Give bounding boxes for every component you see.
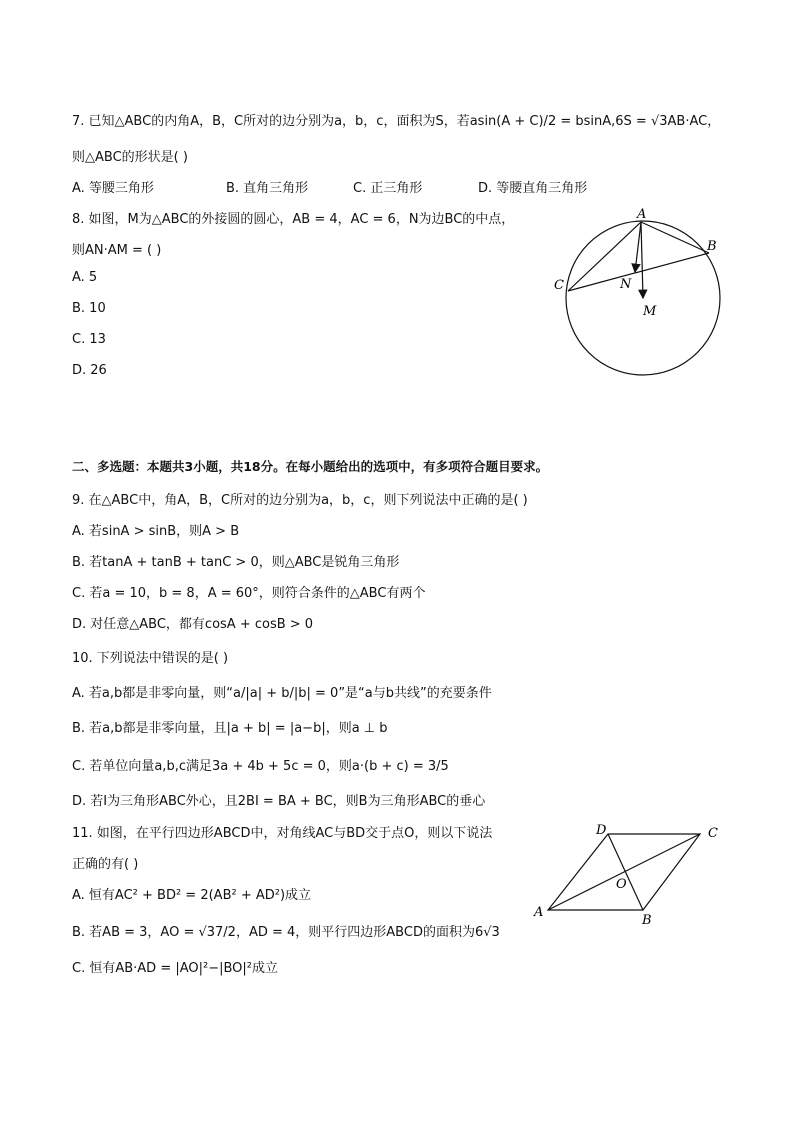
label-o: O: [616, 877, 627, 892]
q9-stem: 9. 在△ABC中，角A，B，C所对的边分别为a，b，c，则下列说法中正确的是( ): [72, 493, 528, 508]
q8-option-c: C. 13: [72, 332, 106, 347]
q8-stem-cont: 则AN·AM = ( ): [72, 243, 162, 258]
q7-option-b: B. 直角三角形: [226, 181, 309, 196]
segment-bc: [568, 253, 709, 291]
q10-option-c: C. 若单位向量a,b,c满足3a + 4b + 5c = 0，则a·(b + c) = 3/5: [72, 759, 449, 774]
q8-circle-figure: [545, 200, 735, 385]
q10-stem: 10. 下列说法中错误的是( ): [72, 651, 229, 666]
q7-stem: 7. 已知△ABC的内角A，B，C所对的边分别为a，b，c，面积为S，若asin(A + C)/2 = bsinA,6S = √3AB·AC，: [72, 114, 721, 129]
q11-option-b: B. 若AB = 3，AO = √37/2，AD = 4，则平行四边形ABCD的面积为6√3: [72, 925, 500, 940]
q8-option-b: B. 10: [72, 301, 106, 316]
label-c: C: [554, 278, 564, 293]
q11-stem: 11. 如图，在平行四边形ABCD中，对角线AC与BD交于点O，则以下说法: [72, 826, 493, 841]
vector-an: [635, 222, 641, 272]
q9-option-a: A. 若sinA > sinB，则A > B: [72, 524, 240, 539]
q8-stem: 8. 如图，M为△ABC的外接圆的圆心，AB = 4，AC = 6，N为边BC的中点，: [72, 212, 515, 227]
label-b: B: [642, 913, 652, 928]
q8-option-d: D. 26: [72, 363, 107, 378]
diagonal-bd: [608, 834, 643, 910]
q11-option-c: C. 恒有AB·AD = |AO|²−|BO|²成立: [72, 961, 279, 976]
label-d: D: [596, 823, 607, 838]
q9-option-b: B. 若tanA + tanB + tanC > 0，则△ABC是锐角三角形: [72, 555, 400, 570]
vector-am: [641, 222, 643, 298]
q11-parallelogram-figure: [528, 818, 728, 930]
q11-option-a: A. 恒有AC² + BD² = 2(AB² + AD²)成立: [72, 888, 312, 903]
q10-option-a: A. 若a,b都是非零向量，则“a/|a| + b/|b| = 0”是“a与b共线”的充要条件: [72, 686, 492, 701]
label-m: M: [643, 304, 657, 319]
label-n: N: [620, 277, 632, 292]
q7-stem-cont: 则△ABC的形状是( ): [72, 150, 188, 165]
q8-option-a: A. 5: [72, 270, 98, 285]
label-c: C: [708, 826, 718, 841]
q7-option-a: A. 等腰三角形: [72, 181, 154, 196]
q9-option-c: C. 若a = 10，b = 8，A = 60°，则符合条件的△ABC有两个: [72, 586, 426, 601]
label-b: B: [707, 239, 717, 254]
q10-option-b: B. 若a,b都是非零向量，且|a + b| = |a−b|，则a ⊥ b: [72, 721, 388, 736]
q11-stem-cont: 正确的有( ): [72, 857, 139, 872]
q7-option-c: C. 正三角形: [353, 181, 423, 196]
section-2-heading: 二、多选题：本题共3小题，共18分。在每小题给出的选项中，有多项符合题目要求。: [72, 459, 549, 474]
label-a: A: [637, 207, 647, 222]
q7-option-d: D. 等腰直角三角形: [478, 181, 588, 196]
segment-ab: [641, 222, 709, 253]
diagonal-ac: [548, 834, 700, 910]
label-a: A: [534, 905, 544, 920]
q9-option-d: D. 对任意△ABC，都有cosA + cosB > 0: [72, 617, 314, 632]
q10-option-d: D. 若I为三角形ABC外心，且2BI = BA + BC，则B为三角形ABC的垂心: [72, 794, 486, 809]
